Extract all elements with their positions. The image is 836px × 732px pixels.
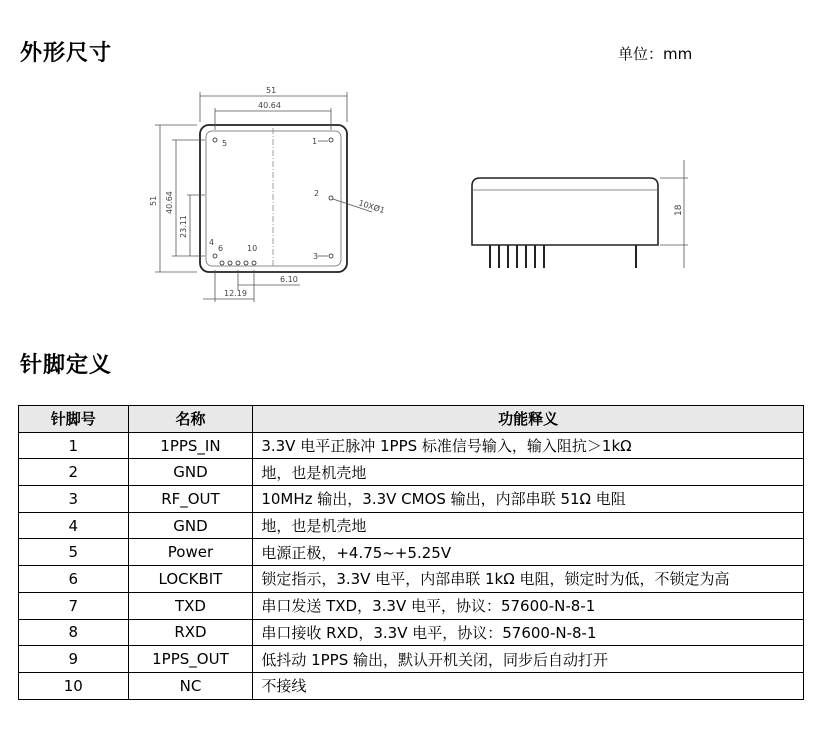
pin-number: 10 [19,672,129,699]
pin-definition-table [18,405,804,700]
table-row [19,619,804,646]
table-row [19,459,804,486]
pin-label-2: 2 [314,189,320,198]
pin-name: LOCKBIT [128,566,253,593]
table-row [19,512,804,539]
pin-number: 4 [19,512,129,539]
table-row [19,672,804,699]
dim-height-pin: 23.11 [179,215,188,238]
table-row [19,646,804,673]
pin-function: 锁定指示，3.3V 电平，内部串联 1kΩ 电阻，锁定时为低，不锁定为高 [253,566,804,593]
pin-name: RF_OUT [128,486,253,513]
hole-callout: 10XØ1 [357,198,386,216]
pin-function: 地，也是机壳地 [253,459,804,486]
pin-label-6: 6 [218,244,224,253]
table-row [19,486,804,513]
pin-label-4: 4 [209,238,215,247]
table-row [19,566,804,593]
section-title-outline: 外形尺寸 [20,41,113,66]
dim-pin-offset-2: 12.19 [224,289,247,298]
dim-pin-offset-1: 6.10 [280,275,298,284]
unit-label: 单位：mm [618,45,693,63]
pin-function: 串口发送 TXD，3.3V 电平，协议：57600-N-8-1 [253,592,804,619]
header-function: 功能释义 [253,406,804,433]
pin-function: 低抖动 1PPS 输出，默认开机关闭，同步后自动打开 [253,646,804,673]
pin-number: 1 [19,432,129,459]
pin-function: 3.3V 电平正脉冲 1PPS 标准信号输入，输入阻抗＞1kΩ [253,432,804,459]
pin-name: NC [128,672,253,699]
pin-number: 9 [19,646,129,673]
mechanical-drawing [0,0,836,330]
pin-name: 1PPS_IN [128,432,253,459]
pin-number: 2 [19,459,129,486]
pin-name: GND [128,512,253,539]
dim-height-inner: 40.64 [165,191,174,214]
pin-function: 10MHz 输出，3.3V CMOS 输出，内部串联 51Ω 电阻 [253,486,804,513]
pin-number: 6 [19,566,129,593]
pin-label-3: 3 [313,252,319,261]
pin-function: 不接线 [253,672,804,699]
dim-width-inner: 40.64 [258,101,281,110]
pin-function: 电源正极，+4.75~+5.25V [253,539,804,566]
pin-function: 串口接收 RXD，3.3V 电平，协议：57600-N-8-1 [253,619,804,646]
pin-number: 8 [19,619,129,646]
pin-name: GND [128,459,253,486]
module-top-inner [206,131,341,266]
table-row [19,592,804,619]
dim-width-overall: 51 [266,86,277,95]
table-header-row [19,406,804,433]
pin-name: RXD [128,619,253,646]
table-row [19,539,804,566]
pin-number: 5 [19,539,129,566]
section-title-pins: 针脚定义 [20,353,113,378]
dim-side-height: 18 [674,204,684,216]
dim-height-overall: 51 [149,195,158,206]
pin-function: 地，也是机壳地 [253,512,804,539]
header-pin-number: 针脚号 [19,406,129,433]
module-side-outline [472,178,658,245]
header-name: 名称 [128,406,253,433]
pin-number: 3 [19,486,129,513]
pin-number: 7 [19,592,129,619]
pin-name: Power [128,539,253,566]
pin-name: TXD [128,592,253,619]
table-row [19,432,804,459]
pin-name: 1PPS_OUT [128,646,253,673]
pin-label-5: 5 [222,139,228,148]
pin-label-1: 1 [312,137,318,146]
pin-label-10: 10 [247,244,258,253]
